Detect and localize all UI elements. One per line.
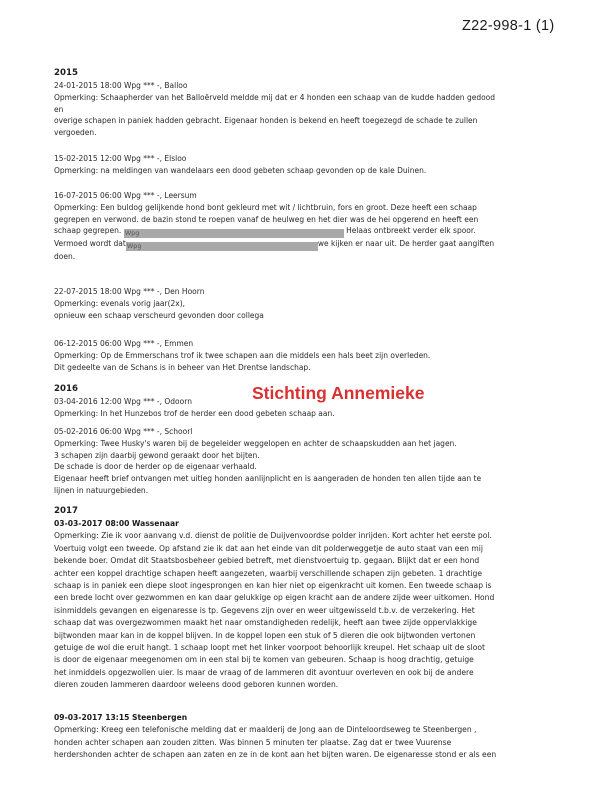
entry-line: De schade is door de herder op de eigenaar verhaald.	[54, 462, 257, 472]
entry-line	[54, 225, 574, 238]
entry-line: Opmerking: evenals vorig jaar(2x),	[54, 298, 186, 308]
entry-line	[54, 238, 574, 251]
year-heading-2015: 2015	[54, 68, 78, 78]
entry-text: Helaas ontbreekt verder elk spoor.	[346, 226, 476, 236]
entry-header: 03-03-2017 08:00 Wassenaar	[54, 519, 179, 528]
entry-line: Eigenaar heeft brief ontvangen met uitleg honden aanlijnplicht en is aangeraden de honden ten allen tijde aan te	[54, 474, 482, 484]
entry-2015-leersum	[54, 190, 574, 263]
entry-line: en	[54, 104, 64, 114]
entry-line: 3 schapen zijn daarbij gewond geraakt door het bijten.	[54, 450, 260, 460]
entry-line: Opmerking: In het Hunzebos trof de herder een dood gebeten schaap aan.	[54, 408, 335, 418]
entry-2017-wassenaar	[54, 518, 574, 692]
entry-line: schaap is in paniek een diepe sloot ingesprongen en kan hier niet op eigenkracht uit komen. Een tweede schaap is	[54, 581, 492, 591]
redaction-bar: Wpg	[124, 229, 344, 238]
entry-line: Opmerking: Een buldog gelijkende hond bont gekleurd met wit / lichtbruin, fors en groot. Deze heeft een schaap	[54, 202, 477, 212]
entry-line: isinmiddels gevangen en eigenaresse is tp. Gegevens zijn over en weer uitgewisseld t.b.v. de verzekering. Het	[54, 605, 475, 615]
entry-line: bijtwonden maar kan in de koppel blijven. In de koppel lopen een stuk of 5 dieren die ook bijtwonden vertonen	[54, 630, 476, 640]
entry-line: opnieuw een schaap verscheurd gevonden door collega	[54, 310, 264, 320]
entry-line: getuige de wol die eruit hangt. 1 schaap loopt met het linker voorpoot behoorlijk kreupel. Het schaap uit de sloot	[54, 643, 486, 653]
entry-line: vergoeden.	[54, 128, 97, 138]
entry-line: Opmerking: na meldingen van wandelaars een dood gebeten schaap gevonden op de kale Duinen.	[54, 165, 427, 175]
entry-line: lijnen in natuurgebieden.	[54, 485, 149, 495]
entry-2015-elsloo	[54, 153, 574, 177]
entry-line: Opmerking: Kreeg een telefonische melding dat er maalderij de Jong aan de Dinteloordseweg te Steenbergen ,	[54, 725, 477, 735]
entry-header: 16-07-2015 06:00 Wpg *** -, Leersum	[54, 191, 197, 200]
entry-line: Voertuig volgt een tweede. Op afstand zie ik dat aan het einde van dit polderweggetje de auto staat van een mij	[54, 543, 483, 553]
entry-line: herdershonden achter de schapen aan zaten en ze in de kont aan het bijten waren. De eigenaresse stond er als een	[54, 750, 497, 760]
entry-text: we kijken er naar uit. De herder gaat aangiften	[317, 239, 495, 249]
entry-line: Dit gedeelte van de Schans is in beheer van Het Drentse landschap.	[54, 362, 311, 372]
entry-2017-steenbergen	[54, 712, 574, 762]
entry-2016-schoorl	[54, 426, 574, 497]
entry-text: schaap gegrepen.	[54, 226, 122, 236]
entry-2015-den-hoorn	[54, 286, 574, 321]
entry-line: Opmerking: Twee Husky's waren bij de begeleider weggelopen en achter de schaapskudden aan het jagen.	[54, 438, 457, 448]
entry-line: dieren zouden lammeren daardoor weleens dood geboren kunnen worden.	[54, 680, 339, 690]
watermark-stichting-annemieke: Stichting Annemieke	[252, 383, 425, 403]
document-id: Z22-998-1 (1)	[462, 18, 555, 34]
entry-line: bekende boer. Omdat dit Staatsbosbeheer gebied betreft, met dienstvoertuig tp. gegaan. Blijkt dat er een hond	[54, 556, 480, 566]
entry-header: 22-07-2015 18:00 Wpg *** -, Den Hoorn	[54, 287, 205, 296]
entry-line: doen.	[54, 252, 76, 262]
entry-line: gegrepen en verwond. de bazin stond te roepen vanaf de heulweg en het dier was de hei opgerend en heeft een	[54, 214, 479, 224]
entry-line: honden achter schapen aan zouden zitten. Was binnen 5 minuten ter plaatse. Zag dat er twee Vuurense	[54, 737, 452, 747]
entry-header: 05-02-2016 06:00 Wpg *** -, Schoorl	[54, 427, 193, 436]
year-heading-2016: 2016	[54, 384, 78, 394]
entry-line: een brede locht over gezwommen en kan daar gelukkige op eigen kracht aan de andere zijde weer uitkomen. Hond	[54, 593, 495, 603]
entry-header: 24-01-2015 18:00 Wpg *** -, Balloo	[54, 81, 188, 90]
entry-header: 06-12-2015 06:00 Wpg *** -, Emmen	[54, 339, 194, 348]
entry-2015-balloo	[54, 80, 574, 139]
entry-header: 09-03-2017 13:15 Steenbergen	[54, 713, 188, 722]
entry-text: Vermoed wordt dat	[54, 239, 126, 249]
entry-line: Opmerking: Schaapherder van het Balloërveld meldde mij dat er 4 honden een schaap van de kudde hadden gedood	[54, 92, 496, 102]
entry-line: Opmerking: Zie ik voor aanvang v.d. dienst de politie de Duijvenvoordse polder inrijden. Kort achter het eerste pol.	[54, 531, 492, 541]
entry-2015-emmen	[54, 338, 574, 373]
entry-line: schaap dat was overgezwommen maakt het naar omstandigheden redelijk, heeft aan twee zijde oppervlakkige	[54, 618, 477, 628]
entry-line: Opmerking: Op de Emmerschans trof ik twee schapen aan die middels een hals beet zijn overleden.	[54, 350, 431, 360]
entry-line: overige schapen in paniek hadden gebracht. Eigenaar honden is bekend en heeft toegezegd de schade te zullen	[54, 116, 478, 126]
year-heading-2017: 2017	[54, 506, 78, 516]
redaction-bar: Wpg	[126, 242, 318, 251]
entry-line: achter een koppel drachtige schapen heeft aangezeten, waarbij verschillende schapen zijn gebeten. 1 drachtige	[54, 568, 483, 578]
entry-header: 03-04-2016 12:00 Wpg *** -, Odoorn	[54, 397, 192, 406]
entry-line: het inmiddels opgezwollen uier. Is maar de vraag of de lammeren dit avontuur overleven en ook bij de andere	[54, 667, 474, 677]
entry-header: 15-02-2015 12:00 Wpg *** -, Elsloo	[54, 154, 187, 163]
entry-line: is door de eigenaar meegenomen om in een stal bij te komen van gebeuren. Schaap is hoog drachtig, getuige	[54, 655, 474, 665]
